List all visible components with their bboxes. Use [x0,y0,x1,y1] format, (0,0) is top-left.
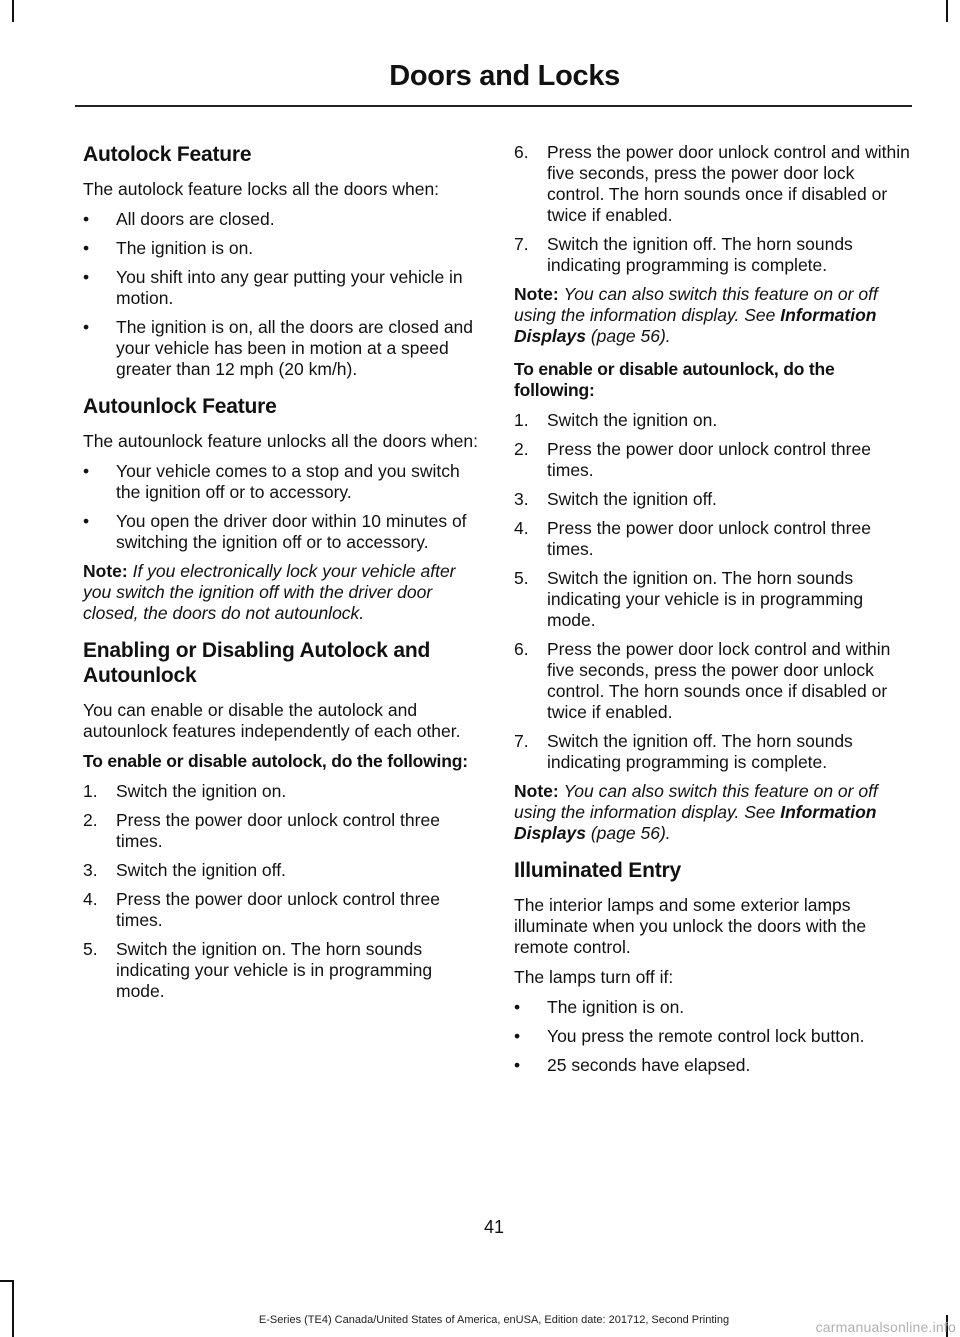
list-item: 6. Press the power door lock control and within five seconds, press the power door unlock control. The horn sounds once if disabled or twice if enabled. [514,639,891,722]
autolock-heading: Autolock Feature [83,143,252,166]
illuminated-entry-heading: Illuminated Entry [514,859,681,882]
watermark: carmanualsonline.info [815,1319,956,1335]
illuminated-intro: The interior lamps and some exterior lamps illuminate when you unlock the doors with the remote control. [514,895,867,957]
right-column [514,142,910,1084]
list-item: • You open the driver door within 10 minutes of switching the ignition off or to accessory. [83,511,467,552]
list-item: • You press the remote control lock button. [514,1026,865,1046]
list-item: 3. Switch the ignition off. [83,860,286,880]
crop-mark [946,0,948,22]
list-item: 1. Switch the ignition on. [514,410,718,430]
list-item: 5. Switch the ignition on. The horn sounds indicating your vehicle is in programming mode. [83,939,433,1001]
list-item: • 25 seconds have elapsed. [514,1055,751,1075]
autounlock-intro: The autounlock feature unlocks all the doors when: [83,431,478,451]
list-item: 1. Switch the ignition on. [83,781,287,801]
list-item: 5. Switch the ignition on. The horn sounds indicating your vehicle is in programming mode. [514,568,864,630]
list-item: • The ignition is on. [83,238,254,258]
autounlock-steps-lead: To enable or disable autounlock, do the following: [514,359,835,400]
list-item: • You shift into any gear putting your vehicle in motion. [83,267,463,308]
enabling-heading: Enabling or Disabling Autolock and Autounlock [83,639,431,687]
crop-mark [12,1280,14,1337]
list-item: 4. Press the power door unlock control three times. [83,889,440,930]
crop-mark [12,0,14,22]
autounlock-heading: Autounlock Feature [83,395,277,418]
page-header-title: Doors and Locks [389,60,620,92]
information-displays-link[interactable]: Information Displays [514,305,877,346]
list-item: 6. Press the power door unlock control and within five seconds, press the power door lock control. The horn sounds once if disabled or twice if enabled. [514,142,910,225]
list-item: • Your vehicle comes to a stop and you switch the ignition off or to accessory. [83,461,460,502]
autounlock-steps-note: Note: You can also switch this feature on or off using the information display. See Information Displays (page 56). [514,781,878,843]
autolock-intro: The autolock feature locks all the doors when: [83,179,440,199]
left-column [83,142,478,1010]
autolock-steps-lead: To enable or disable autolock, do the following: [83,751,468,771]
list-item: • The ignition is on, all the doors are closed and your vehicle has been in motion at a speed greater than 12 mph (20 km/h). [83,317,474,379]
list-item: 2. Press the power door unlock control three times. [83,810,440,851]
enabling-intro: You can enable or disable the autolock and autounlock features independently of each other. [83,700,461,741]
list-item: 2. Press the power door unlock control three times. [514,439,871,480]
crop-mark [0,1280,14,1282]
autolock-note: Note: You can also switch this feature on or off using the information display. See Information Displays (page 56). [514,284,878,346]
list-item: 4. Press the power door unlock control three times. [514,518,871,559]
information-displays-link[interactable]: Information Displays [514,802,877,843]
illuminated-intro-2: The lamps turn off if: [514,967,674,987]
autounlock-note: Note: If you electronically lock your vehicle after you switch the ignition off with the driver door closed, the doors do not autounlock. [83,561,456,623]
header-rule [75,105,912,107]
page-number: 41 [483,1217,505,1237]
edition-footer: E-Series (TE4) Canada/United States of America, enUSA, Edition date: 201712, Second Printing [258,1314,730,1326]
list-item: 3. Switch the ignition off. [514,489,717,509]
list-item: 7. Switch the ignition off. The horn sounds indicating programming is complete. [514,234,853,275]
list-item: 7. Switch the ignition off. The horn sounds indicating programming is complete. [514,731,853,772]
list-item: • All doors are closed. [83,209,275,229]
list-item: • The ignition is on. [514,997,685,1017]
